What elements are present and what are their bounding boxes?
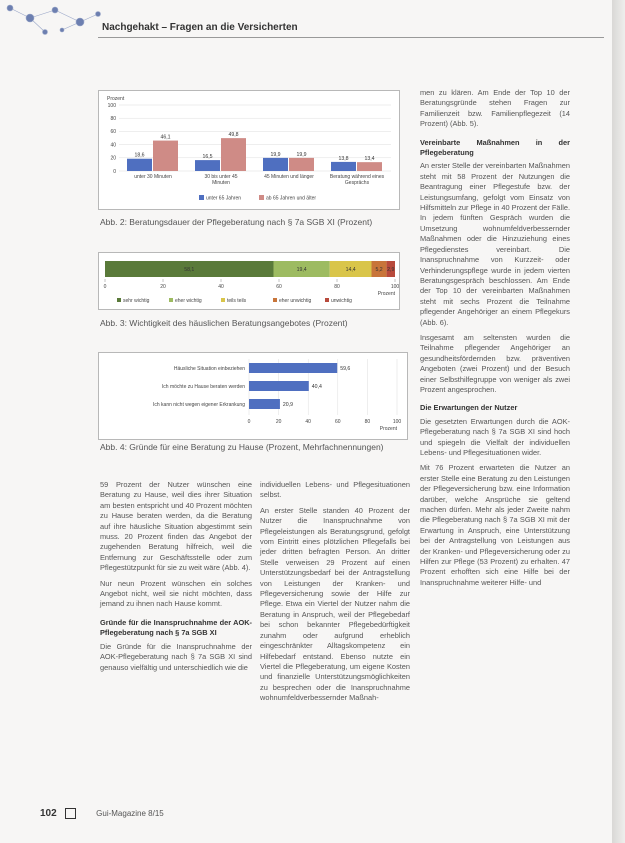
text-column-1: [100, 480, 252, 678]
legend-label: teils teils: [227, 298, 247, 304]
x-tick-label: 40: [218, 284, 224, 290]
legend-swatch: [199, 195, 204, 200]
legend-swatch: [259, 195, 264, 200]
data-label: 49,8: [228, 132, 239, 139]
paragraph: men zu klären. Am Ende der Top 10 der Beratungsgründe stehen Fragen zur Familienzeit bzw. Familienpflegezeit (14 Prozent) (Abb. 5).: [420, 88, 570, 129]
caption-abb2: Abb. 2: Beratungsdauer der Pflegeberatung nach § 7a SGB XI (Prozent): [100, 217, 373, 227]
legend-swatch: [169, 298, 173, 302]
y-tick-label: 40: [110, 142, 116, 149]
data-label: 19,4: [296, 267, 307, 273]
header-rule: [98, 37, 604, 38]
bar: [127, 159, 152, 171]
category-label: Ich möchte zu Hause beraten werden: [161, 384, 245, 390]
y-tick-label: 0: [113, 168, 116, 175]
x-tick-label: unter 30 Minuten: [134, 174, 172, 180]
caption-abb3: Abb. 3: Wichtigkeit des häuslichen Beratungsangebotes (Prozent): [100, 318, 348, 328]
bar: [289, 158, 314, 171]
data-label: 19,9: [296, 151, 307, 158]
bar: [153, 141, 178, 171]
bar: [249, 363, 337, 373]
x-tick-label: 100: [392, 419, 402, 425]
y-tick-label: 20: [110, 155, 116, 162]
molecule-decoration-icon: [0, 0, 120, 40]
x-tick-label: 0: [103, 284, 107, 290]
legend-swatch: [117, 298, 121, 302]
x-tick-label: 60: [335, 419, 341, 425]
bar: [249, 381, 309, 391]
category-label: Häusliche Situation einbeziehen: [173, 366, 245, 372]
chart-abb4: [98, 352, 408, 440]
page-spine-edge: [612, 0, 625, 843]
x-tick-label: 40: [305, 419, 311, 425]
paragraph: Insgesamt am seltensten wurden die Teilnahme pflegender Angehöriger an gesundheitsfördernden bzw. präventiven Angeboten (zwei Prozent) und der Besuch einer Selbsthilfegruppe von weniger als zwei Prozent angesprochen.: [420, 332, 570, 394]
legend-label: unwichtig: [331, 298, 352, 304]
caption-abb4: Abb. 4: Gründe für eine Beratung zu Hause (Prozent, Mehrfachnennungen): [100, 442, 384, 452]
bar: [331, 162, 356, 171]
paragraph: Nur neun Prozent wünschen ein solches Angebot nicht, weil sie nicht möchten, dass jemand zu ihnen nach Hause kommt.: [100, 578, 252, 609]
paragraph: An erster Stelle der vereinbarten Maßnahmen steht mit 58 Prozent der Nutzungen die Beantragung einer Pflegestufe bzw. der Leistungsumfang, gefolgt vom Einsatz von Hilfsmitteln zur Pflege in 40 Prozent der Fälle. In jedem fünften Gespräch wurden die Umsetzung wohnumfeldverbessernder Maßnahmen oder die Hinzuziehung eines Pflegedienstes vereinbart. Die Inanspruchnahme von Kurzzeit- oder Verhinderungspflege wurde in jedem vierten Beratungsgespräch beschlossen. Am Ende der Top 10 der vereinbarten Maßnahmen steht mit sechs Prozent die Teilnahme pflegender Angehöriger an einem Pflegekurs (Abb. 6).: [420, 161, 570, 327]
data-label: 5,2: [375, 267, 383, 273]
paragraph: Mit 76 Prozent erwarteten die Nutzer an erster Stelle eine Beratung zu den Leistungen der Pflegeversicherung bzw. eine Information darüber, welche Ansprüche sie geltend machen dürfen. Mehr als jeder Zweite nahm die Pflegeberatung nach § 7a SGB XI mit der Erwartung in Anspruch, eine Unterstützung bei der Antragstellung von Leistungen aus der Kranken- und Pflegeversicherung oder zu Hilfen zur Pflege (53 Prozent) zu erhalten. 47 Prozent erhofften sich eine Hilfe bei der Inanspruchnahme weiterer Hilfe- und: [420, 463, 570, 587]
y-tick-label: 100: [107, 102, 116, 109]
data-label: 18,6: [134, 152, 145, 159]
chart-abb2: [98, 90, 400, 210]
y-tick-label: 80: [110, 116, 116, 122]
paragraph: 59 Prozent der Nutzer wünschen eine Beratung zu Hause, weil dies ihrer Situation am besten entspricht und 40 Prozent möchten zu Hause beraten werden, da die Beratung auf ihre häusliche Situation abgestimmt sein muss. 20 Prozent finden das Angebot der zugehenden Beratung hilfreich, weil die Entfernung zur Geschäftsstelle oder zum Pflegestützpunkt für sie zu weit wäre (Abb. 4).: [100, 480, 252, 573]
x-tick-label: 20: [275, 419, 282, 425]
data-label: 58,1: [184, 267, 195, 273]
journal-logo-icon: [65, 808, 76, 819]
bar: [263, 158, 288, 171]
x-tick-label: 80: [334, 284, 340, 290]
section-heading: Vereinbarte Maßnahmen in der Pflegeberatung: [420, 137, 570, 158]
bar: [195, 160, 220, 171]
chart-abb3-svg: [99, 253, 399, 309]
section-heading: Die Erwartungen der Nutzer: [420, 403, 518, 413]
chart-abb2-svg: [99, 91, 399, 209]
legend-swatch: [325, 298, 329, 302]
text-column-3: [420, 88, 570, 593]
x-tick-label: 45 Minuten und länger: [264, 174, 314, 180]
bar: [221, 138, 246, 171]
x-tick-label: 100: [390, 284, 399, 290]
x-tick-label: 60: [276, 284, 282, 290]
data-label: 40,4: [311, 384, 322, 390]
paragraph: individuellen Lebens- und Pflegesituationen selbst.: [260, 480, 410, 500]
data-label: 2,9: [387, 267, 395, 273]
x-tick-label: 20: [160, 284, 166, 290]
legend-label: unter 65 Jahren: [206, 195, 242, 202]
page-header-title: Nachgehakt – Fragen an die Versicherten: [102, 22, 298, 33]
text-column-2: [260, 480, 410, 709]
legend-label: eher wichtig: [175, 298, 202, 304]
chart-abb4-svg: [99, 353, 407, 439]
legend-label: sehr wichtig: [123, 298, 150, 304]
y-tick-label: 60: [110, 129, 116, 136]
legend-label: eher unwichtig: [279, 298, 312, 304]
data-label: 59,6: [340, 366, 351, 372]
journal-name: Gui-Magazine 8/15: [96, 809, 164, 818]
data-label: 46,1: [160, 134, 171, 141]
x-tick-label: 0: [247, 419, 251, 425]
x-axis-label: Prozent: [379, 426, 397, 432]
category-label: Ich kann nicht wegen eigener Erkrankung: [152, 402, 245, 408]
page-footer: [40, 808, 164, 819]
data-label: 13,4: [364, 156, 375, 163]
legend-swatch: [273, 298, 277, 302]
x-tick-label: Minuten: [212, 180, 230, 186]
legend-swatch: [221, 298, 225, 302]
page-number: 102: [40, 808, 57, 819]
data-label: 19,9: [270, 151, 281, 158]
x-tick-label: 30 bis unter 45: [204, 174, 238, 180]
paragraph: An erster Stelle standen 40 Prozent der Nutzer die Inanspruchnahme von Pflegeleistungen als Beratungsgrund, gefolgt vom Eintritt eines plötzlichen Pflegefalls bei jeder dritten befragten Person. An dritter Stelle verweisen 29 Prozent auf einen Unterstützungsbedarf bei der Antragstellung von Leistungen der Kranken- und Pflegeversicherung sowie der Hilfe zur Pflege. Etwa ein Viertel der Nutzer nahm die Beratung in Anspruch, weil der Pflegebedarf bei schon bekannter Pflegebedürftigkeit zunahm oder aufgrund erheblich eingeschränkter Alltagskompetenz ein Hilfebedarf entstand. Ebenso nutzte ein Viertel die Pflegeberatung, um eigene Kosten und finanzielle Unterstützungsmöglichkeiten zu besprechen oder die Inanspruchnahme wohnumfeldverbessernder Maßnah-: [260, 505, 410, 703]
data-label: 13,8: [338, 155, 349, 162]
y-axis-label: Prozent: [107, 96, 125, 102]
x-tick-label: Beratung während eines: [329, 174, 385, 180]
bar: [357, 162, 382, 171]
data-label: 14,4: [345, 267, 356, 273]
data-label: 16,5: [202, 154, 213, 161]
section-heading: Gründe für die Inanspruchnahme der AOK-Pflegeberatung nach § 7a SGB XI: [100, 617, 252, 638]
bar: [249, 399, 280, 409]
x-tick-label: Gesprächs: [344, 180, 370, 186]
x-tick-label: 80: [364, 419, 371, 425]
paragraph: Die Gründe für die Inanspruchnahme der AOK-Pflegeberatung nach § 7a SGB XI sind genauso vielfältig und unterschiedlich wie die: [100, 641, 252, 672]
paragraph: Die gesetzten Erwartungen durch die AOK-Pflegeberatung nach § 7a SGB XI sind hoch und spiegeln die Vielfalt der individuellen Lebens- und Pflegesituationen wider.: [420, 416, 570, 457]
x-axis-label: Prozent: [377, 291, 395, 297]
chart-abb3: [98, 252, 400, 310]
legend-label: ab 65 Jahren und älter: [266, 195, 317, 202]
data-label: 20,9: [282, 402, 294, 408]
